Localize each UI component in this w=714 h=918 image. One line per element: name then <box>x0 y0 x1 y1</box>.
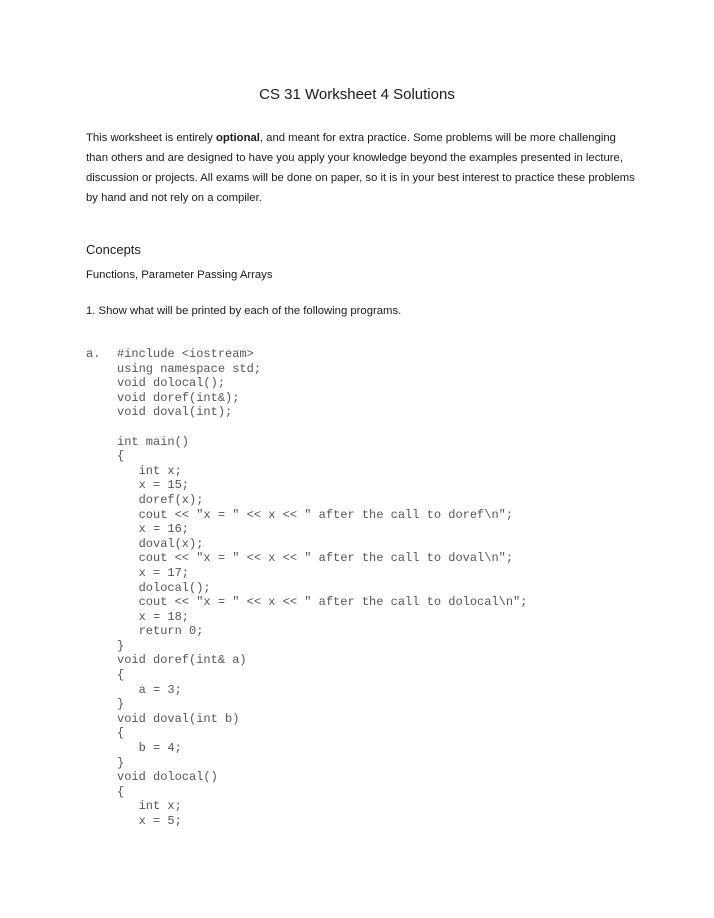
code-line: cout << "x = " << x << " after the call to doval\n"; <box>117 551 514 566</box>
code-line: doval(x); <box>117 536 204 551</box>
code-line: dolocal(); <box>117 580 211 595</box>
code-line: x = 17; <box>117 565 190 580</box>
question-1: 1. Show what will be printed by each of the following programs. <box>86 305 402 317</box>
intro-text-start: This worksheet is entirely <box>86 132 216 144</box>
intro-text-end: , and meant for extra practice. Some problems will be more challenging than others and are designed to have you apply your knowledge beyond the examples presented in lecture, discussion or projects. All exams will be done on paper, so it is in your best interest to practice these problems by hand and not rely on a compiler. <box>86 132 635 204</box>
code-line: } <box>117 755 125 770</box>
code-line: void doref(int& a) <box>117 653 247 668</box>
concepts-heading: Concepts <box>86 242 141 257</box>
code-line: x = 15; <box>117 478 190 493</box>
code-line: x = 5; <box>117 814 182 828</box>
code-line: x = 18; <box>117 609 190 624</box>
code-line: using namespace std; <box>117 361 262 376</box>
code-line: x = 16; <box>117 522 190 537</box>
code-line: } <box>117 697 125 712</box>
code-line: void doval(int b) <box>117 711 240 726</box>
code-line: b = 4; <box>117 741 182 756</box>
code-line: void dolocal(); <box>117 376 226 391</box>
code-line: { <box>117 726 125 741</box>
code-line: int x; <box>117 799 182 814</box>
code-line <box>117 420 527 435</box>
page-title: CS 31 Worksheet 4 Solutions <box>259 86 455 103</box>
code-line: doref(x); <box>117 492 204 507</box>
code-line: cout << "x = " << x << " after the call to doref\n"; <box>117 507 514 522</box>
code-block <box>117 347 527 829</box>
code-line: return 0; <box>117 624 204 639</box>
code-line: cout << "x = " << x << " after the call to dolocal\n"; <box>117 595 528 610</box>
code-line: { <box>117 784 125 799</box>
part-a-label: a. <box>86 347 101 361</box>
code-line: } <box>117 638 125 653</box>
intro-bold-word: optional <box>215 132 260 144</box>
code-line: int main() <box>117 434 190 449</box>
code-line: void doval(int); <box>117 405 233 420</box>
concepts-list: Functions, Parameter Passing Arrays <box>86 269 273 281</box>
intro-paragraph <box>86 128 641 208</box>
code-line: int x; <box>117 463 182 478</box>
code-line: void doref(int&); <box>117 390 240 405</box>
code-line: { <box>117 668 125 683</box>
code-line: void dolocal() <box>117 770 218 785</box>
code-line: { <box>117 449 125 464</box>
code-line: a = 3; <box>117 682 182 697</box>
code-line: #include <iostream> <box>117 347 254 361</box>
